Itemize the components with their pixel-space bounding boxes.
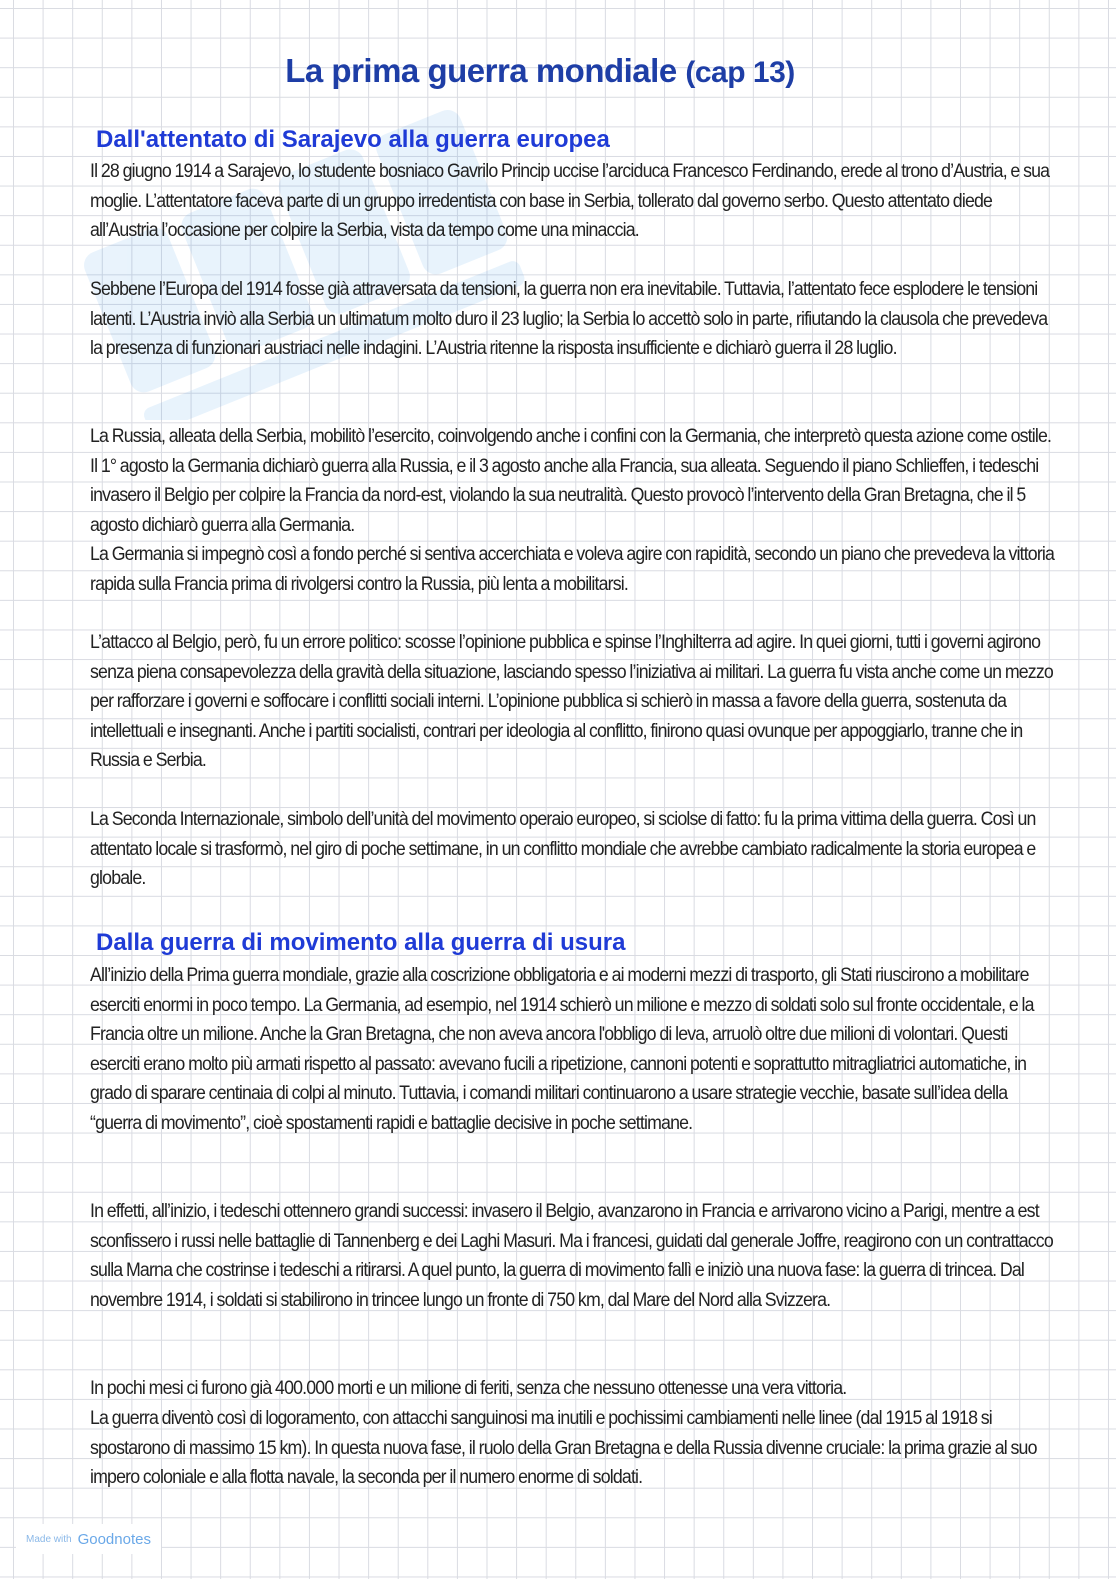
made-with-label: Made with — [26, 1533, 72, 1545]
paragraph-piano-germania: La Germania si impegnò così a fondo perché si sentiva accerchiata e voleva agire con rapidità, secondo un piano che prevedeva la vittoria rapida sulla Francia prima di rivolgersi contro la Russia, più lenta a mobilitarsi. — [90, 544, 1055, 595]
paragraph-attacco-belgio: L’attacco al Belgio, però, fu un errore politico: scosse l’opinione pubblica e spinse l’Inghilterra ad agire. In quei giorni, tutti i governi agirono senza piena consapevolezza della gravità della situazione, lasciando spesso l’iniziativa ai militari. La guerra fu vista anche come un mezzo per rafforzare i governi e soffocare i conflitti sociali interni. L’opinione pubblica si schierò in massa a favore della guerra, sostenuta da intellettuali e insegnanti. Anche i partiti socialisti, contrari per ideologia al conflitto, finirono quasi ovunque per appoggiarlo, tranne che in Russia e Serbia. — [90, 632, 1053, 772]
paragraph-seconda-internazionale: La Seconda Internazionale, simbolo dell’unità del movimento operaio europeo, si sciolse di fatto: fu la prima vittima della guerra. Così un attentato locale si trasformò, nel giro di poche settimane, in un conflitto mondiale che avrebbe cambiato radicalmente la storia europea e globale. — [90, 809, 1036, 890]
paragraph-attentato: Il 28 giugno 1914 a Sarajevo, lo studente bosniaco Gavrilo Princip uccise l’arciduca Francesco Ferdinando, erede al trono d’Austria, e sua moglie. L’attentatore faceva parte di un gruppo irredentista con base in Serbia, tollerato dal governo serbo. Questo attentato diede all’Austria l’occasione per colpire la Serbia, vista da tempo come una minaccia. — [90, 161, 1050, 242]
paragraph-logoramento: La guerra diventò così di logoramento, con attacchi sanguinosi ma inutili e pochissimi cambiamenti nelle linee (dal 1915 al 1918 si spostarono di massimo 15 km). In questa nuova fase, il ruolo della Gran Bretagna e della Russia divenne cruciale: la prima grazie al suo impero coloniale e alla flotta navale, la seconda per il numero enorme di soldati. — [90, 1408, 1037, 1489]
section-heading-usura: Dalla guerra di movimento alla guerra di usura — [96, 929, 626, 956]
goodnotes-brand: Goodnotes — [77, 1530, 151, 1548]
paragraph-mobilitazione-eserciti: All’inizio della Prima guerra mondiale, grazie alla coscrizione obbligatoria e ai moderni mezzi di trasporto, gli Stati riuscirono a mobilitare eserciti enormi in poco tempo. La Germania, ad esempio, nel 1914 schierò un milione e mezzo di soldati solo sul fronte occidentale, e la Francia oltre un milione. Anche la Gran Bretagna, che non aveva ancora l'obbligo di leva, arruolò oltre due milioni di volontari. Questi eserciti erano molto più armati rispetto al passato: avevano fucili a ripetizione, cannoni potenti e soprattutto mitragliatrici automatiche, in grado di sparare centinaia di colpi al minuto. Tuttavia, i comandi militari continuarono a usare strategie vecchie, basate sull’idea della “guerra di movimento”, cioè spostamenti rapidi e battaglie decisive in poche settimane. — [90, 965, 1034, 1134]
goodnotes-badge — [16, 1524, 161, 1554]
page-title-chapter: (cap 13) — [685, 56, 795, 89]
page-title — [0, 52, 1080, 90]
paragraph-mobilitazione: La Russia, alleata della Serbia, mobilitò l’esercito, coinvolgendo anche i confini con la Germania, che interpretò questa azione come ostile. Il 1° agosto la Germania dichiarò guerra alla Russia, e il 3 agosto anche alla Francia, sua alleata. Seguendo il piano Schlieffen, i tedeschi invasero il Belgio per colpire la Francia da nord-est, violando la sua neutralità. Questo provocò l’intervento della Gran Bretagna, che il 5 agosto dichiarò guerra alla Germania. — [90, 426, 1052, 536]
paragraph-ultimatum: Sebbene l’Europa del 1914 fosse già attraversata da tensioni, la guerra non era inevitabile. Tuttavia, l’attentato fece esplodere le tensioni latenti. L’Austria inviò alla Serbia un ultimatum molto duro il 23 luglio; la Serbia lo accettò solo in parte, rifiutando la clausola che prevedeva la presenza di funzionari austriaci nelle indagini. L’Austria ritenne la risposta insufficiente e dichiarò guerra il 28 luglio. — [90, 279, 1048, 360]
paragraph-guerra-trincea: In effetti, all’inizio, i tedeschi ottennero grandi successi: invasero il Belgio, avanzarono in Francia e arrivarono vicino a Parigi, mentre a est sconfissero i russi nelle battaglie di Tannenberg e dei Laghi Masuri. Ma i francesi, guidati dal generale Joffre, reagirono con un contrattacco sulla Marna che costrinse i tedeschi a ritirarsi. A quel punto, la guerra di movimento fallì e iniziò una nuova fase: la guerra di trincea. Dal novembre 1914, i soldati si stabilirono in trincee lungo un fronte di 750 km, dal Mare del Nord alla Svizzera. — [90, 1201, 1053, 1311]
section-heading-sarajevo: Dall'attentato di Sarajevo alla guerra europea — [96, 126, 610, 153]
page-title-main: La prima guerra mondiale — [285, 52, 677, 89]
paragraph-perdite: In pochi mesi ci furono già 400.000 morti e un milione di feriti, senza che nessuno ottenesse una vera vittoria. — [90, 1378, 847, 1399]
